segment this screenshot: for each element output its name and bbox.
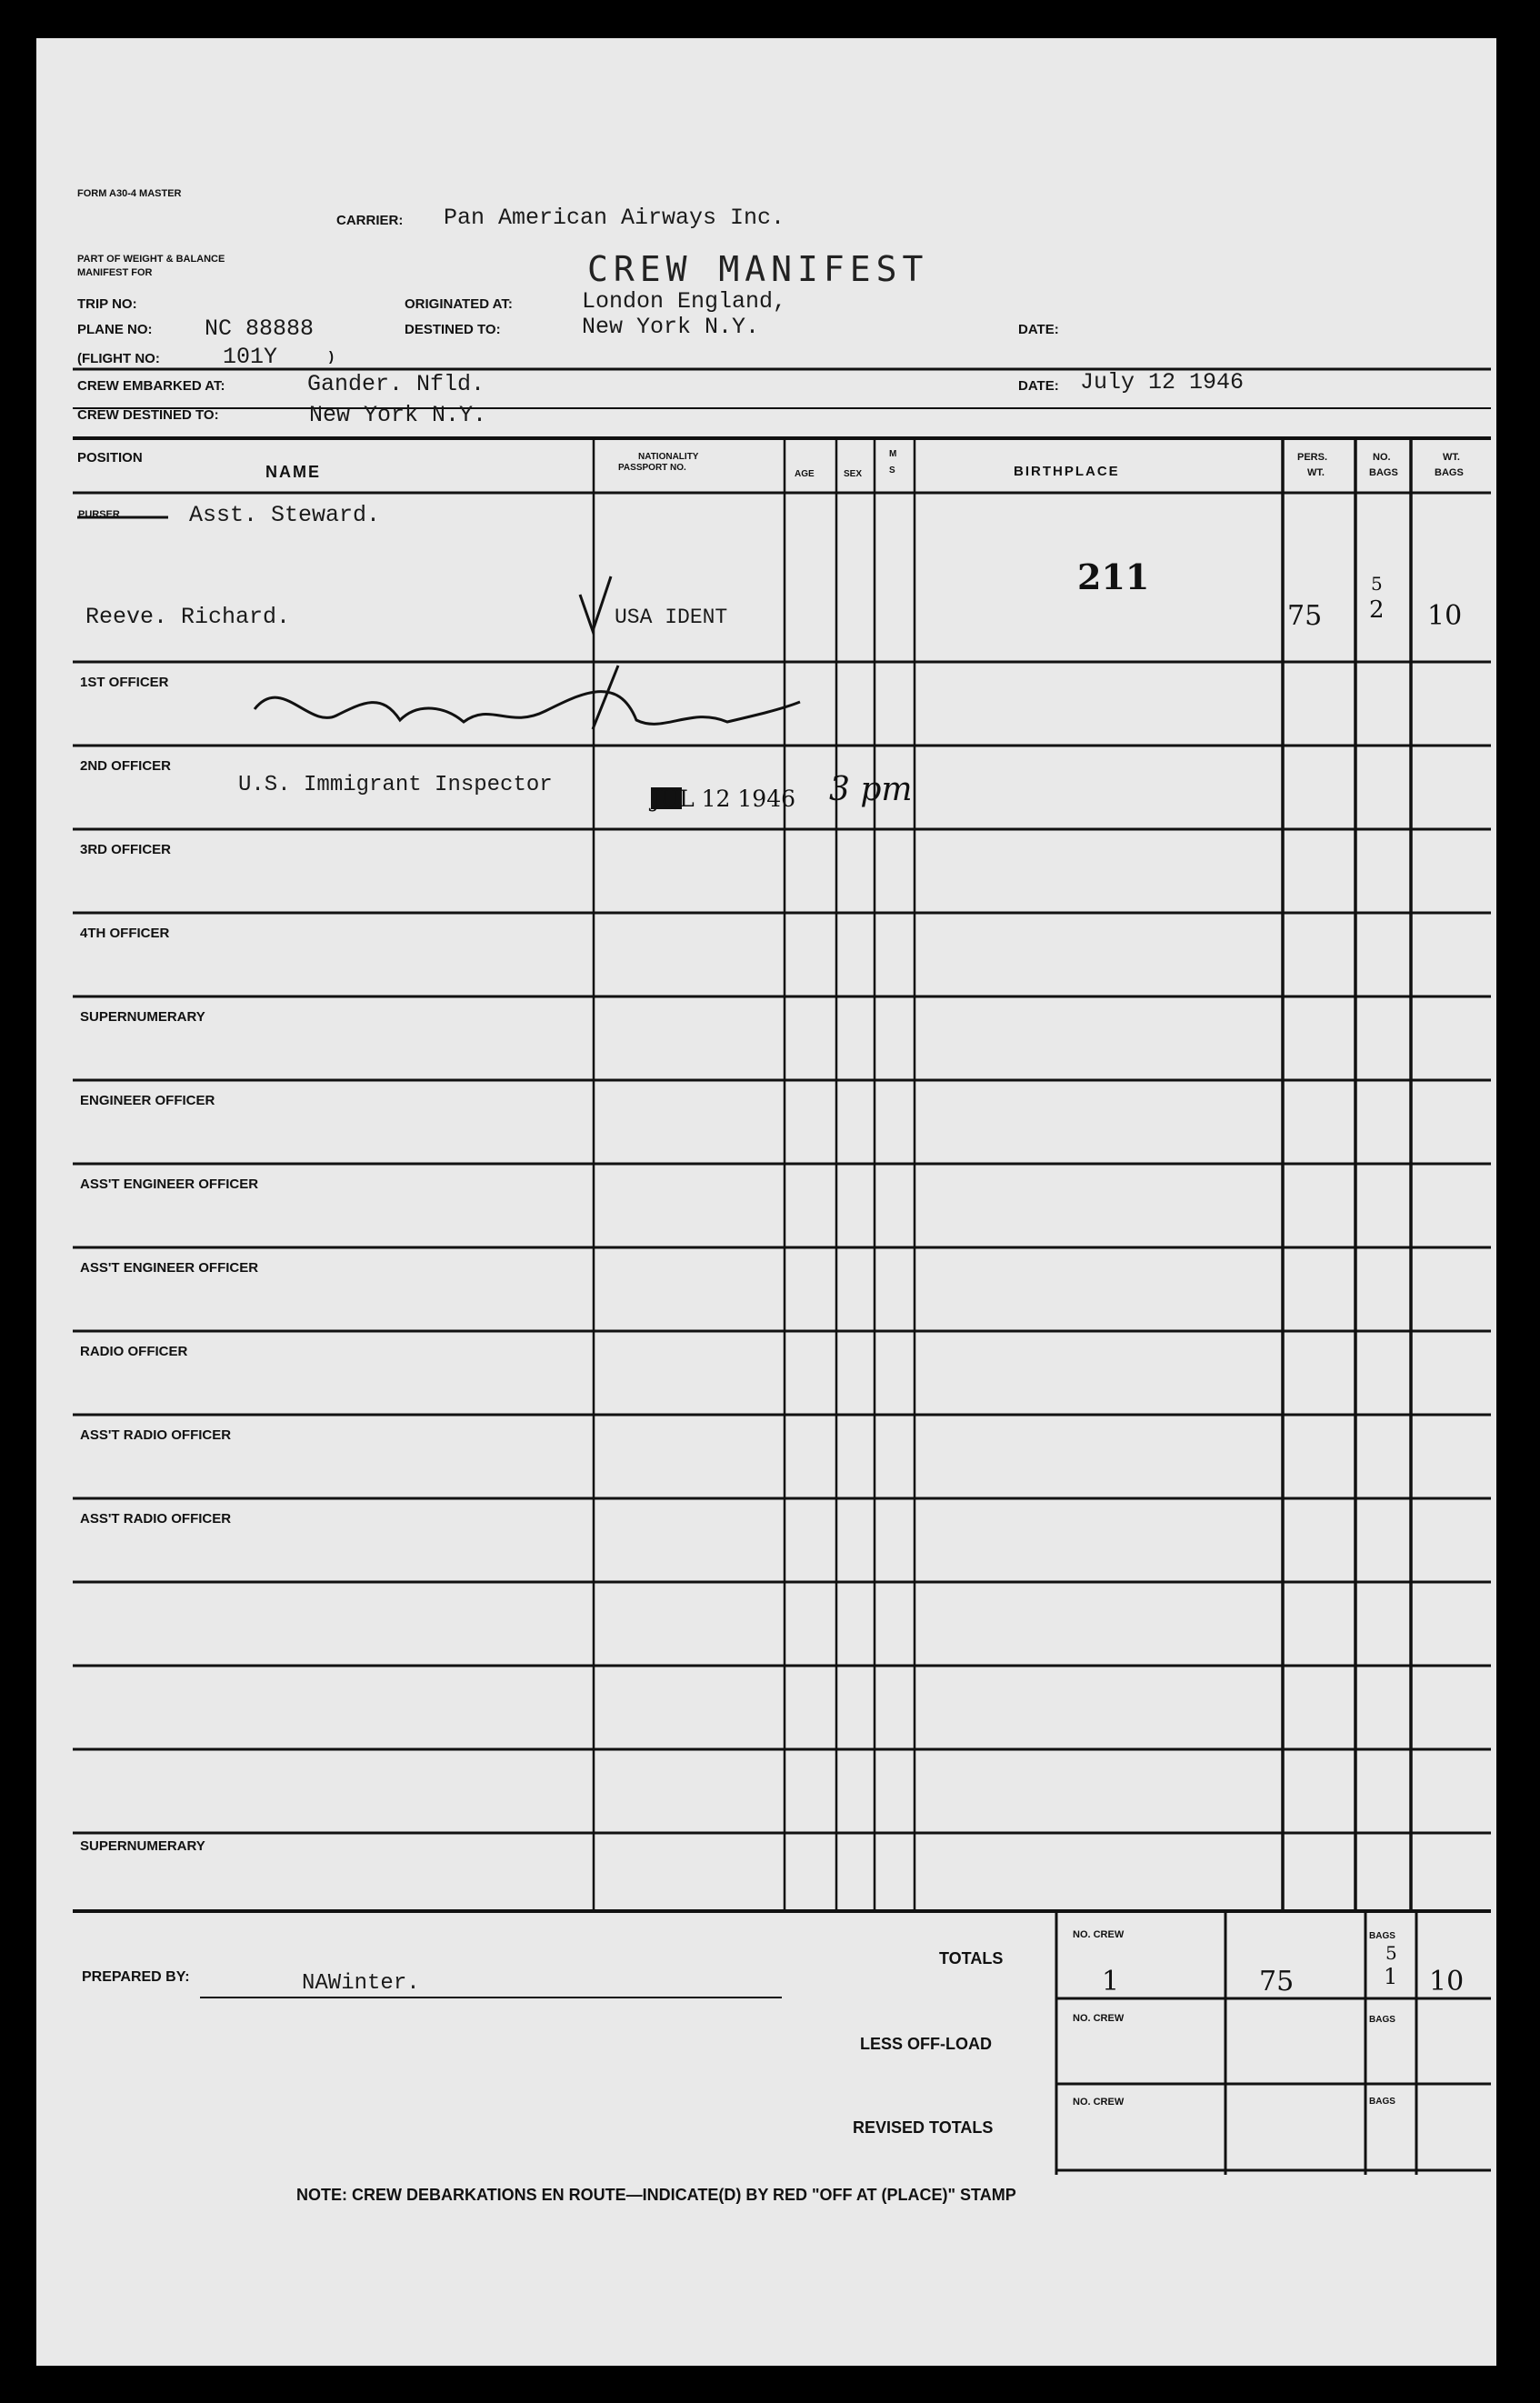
position-label: ASS'T ENGINEER OFFICER (80, 1260, 259, 1276)
plane-label: PLANE NO: (77, 322, 153, 337)
col-ms-1: M (889, 449, 897, 459)
carrier-value: Pan American Airways Inc. (444, 205, 785, 231)
col-age: AGE (795, 469, 815, 479)
plane-value: NC 88888 (205, 315, 315, 342)
crew-no-bags: 2 (1369, 596, 1385, 624)
footer-note: NOTE: CREW DEBARKATIONS EN ROUTE—INDICATE(D) BY RED "OFF AT (PLACE)" STAMP (296, 2186, 1016, 2204)
col-ms-2: S (889, 466, 895, 476)
flight-close: ) (329, 349, 334, 365)
prepared-by-value: NAWinter. (302, 1971, 420, 1996)
inspector-label: U.S. Immigrant Inspector (238, 773, 553, 797)
total-pers-wt: 75 (1259, 1966, 1295, 1997)
col-wt-bags-2: BAGS (1435, 467, 1464, 478)
no-crew-label: NO. CREW (1073, 1929, 1125, 1940)
col-pers-wt-1: PERS. (1297, 452, 1328, 463)
crew-name: Reeve. Richard. (85, 604, 291, 630)
inspection-time: 3 pm (829, 771, 913, 808)
crew-no-bags-top: 5 (1371, 573, 1383, 595)
totals-label: TOTALS (939, 1949, 1004, 1967)
crew-wt-bags: 10 (1427, 600, 1463, 632)
crew-destined-label: CREW DESTINED TO: (77, 407, 219, 423)
form-grid (36, 38, 1496, 2366)
col-no-bags-2: BAGS (1369, 467, 1398, 478)
position-label: SUPERNUMERARY (80, 1009, 205, 1025)
bags-label: BAGS (1369, 2097, 1395, 2107)
bags-label: BAGS (1369, 2015, 1395, 2025)
birthplace-note: 211 (1077, 556, 1150, 597)
position-label: ASS'T RADIO OFFICER (80, 1427, 232, 1443)
destined-value: New York N.Y. (582, 314, 760, 340)
manifest-sheet (36, 38, 1496, 2366)
date-label-top: DATE: (1018, 322, 1059, 337)
flight-label: (FLIGHT NO: (77, 351, 160, 366)
position-label: ASS'T RADIO OFFICER (80, 1511, 232, 1527)
revised-totals-label: REVISED TOTALS (853, 2118, 994, 2137)
col-name: NAME (265, 463, 321, 481)
col-birthplace: BIRTHPLACE (1014, 464, 1120, 479)
trip-label: TRIP NO: (77, 296, 137, 312)
position-label: SUPERNUMERARY (80, 1838, 205, 1854)
destined-label: DESTINED TO: (405, 322, 501, 337)
total-bags-top: 5 (1385, 1942, 1397, 1964)
col-no-bags-1: NO. (1373, 452, 1391, 463)
flight-value: 101Y (223, 344, 278, 370)
prepared-by-label: PREPARED BY: (82, 1969, 190, 1985)
total-bag-wt: 10 (1429, 1966, 1465, 1997)
position-label: 4TH OFFICER (80, 926, 170, 941)
originated-label: ORIGINATED AT: (405, 296, 513, 312)
col-nationality-2: PASSPORT NO. (618, 463, 686, 473)
crew-pers-wt: 75 (1287, 600, 1323, 632)
carrier-label: CARRIER: (336, 213, 404, 228)
position-label: ASS'T ENGINEER OFFICER (80, 1176, 259, 1192)
total-crew: 1 (1102, 1966, 1120, 1997)
inspection-stamp: JUL 12 1946 (651, 786, 796, 812)
bags-label: BAGS (1369, 1931, 1395, 1941)
embarked-label: CREW EMBARKED AT: (77, 378, 225, 394)
crew-position: Asst. Steward. (189, 502, 381, 528)
position-label: 2ND OFFICER (80, 758, 172, 774)
position-label: 3RD OFFICER (80, 842, 172, 857)
col-wt-bags-1: WT. (1443, 452, 1460, 463)
part-of-label-2: MANIFEST FOR (77, 267, 153, 278)
crew-destined-value: New York N.Y. (309, 402, 487, 428)
page-title: CREW MANIFEST (587, 249, 929, 289)
position-label: RADIO OFFICER (80, 1344, 188, 1359)
no-crew-label: NO. CREW (1073, 2013, 1125, 2024)
position-label: 1ST OFFICER (80, 675, 169, 690)
col-pers-wt-2: WT. (1307, 467, 1325, 478)
date-value: July 12 1946 (1080, 369, 1245, 395)
col-nationality-1: NATIONALITY (638, 452, 699, 462)
embarked-value: Gander. Nfld. (307, 371, 485, 397)
col-sex: SEX (844, 469, 863, 479)
originated-value: London England, (582, 288, 787, 315)
total-bags: 1 (1384, 1964, 1398, 1989)
crew-nationality: USA IDENT (615, 606, 728, 629)
col-position: POSITION (77, 450, 143, 466)
form-number: FORM A30-4 MASTER (77, 188, 182, 199)
part-of-label-1: PART OF WEIGHT & BALANCE (77, 254, 225, 265)
struck-position: PURSER (78, 509, 120, 520)
less-offload-label: LESS OFF-LOAD (860, 2035, 992, 2053)
no-crew-label: NO. CREW (1073, 2097, 1125, 2108)
position-label: ENGINEER OFFICER (80, 1093, 215, 1108)
date-label: DATE: (1018, 378, 1059, 394)
